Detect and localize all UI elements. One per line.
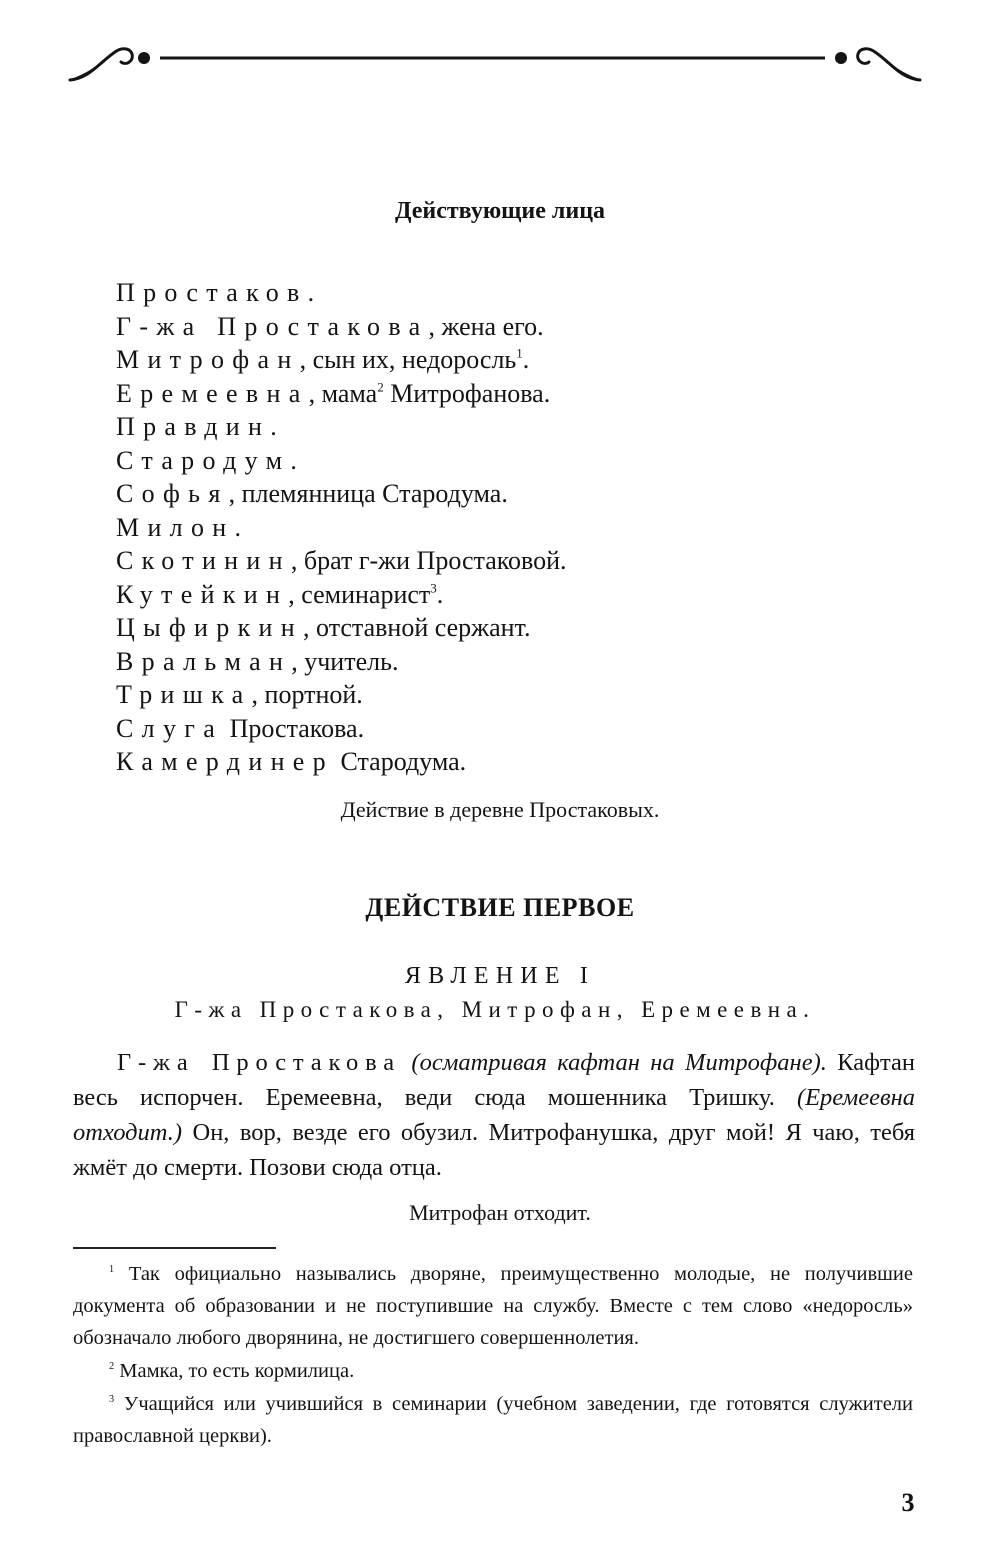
stage-direction: Митрофан отходит. (409, 1200, 591, 1225)
cast-desc: , брат г-жи Простаковой. (290, 546, 567, 575)
scene-cast: Г-жа Простакова, Митрофан, Еремеевна. (174, 997, 816, 1022)
cast-tail: . (522, 345, 530, 374)
cast-desc: . (290, 445, 297, 475)
header-ornament (60, 32, 930, 92)
speech-paragraph (73, 1045, 915, 1185)
cast-desc: Простакова. (223, 713, 365, 743)
cast-desc: . (270, 412, 277, 441)
cast-desc: , племянница Стародума. (228, 479, 508, 508)
cast-name: Слуга (116, 713, 224, 743)
cast-name: Вральман (116, 646, 292, 676)
speech-text: Он, вор, везде его обузил. Митрофанушка, друг мой! Я чаю, тебя жмёт до смерти. Позови сюда отца. (73, 1119, 915, 1181)
cast-name: Простаков (116, 278, 308, 307)
footnote-text: Учащийся или учившийся в семинарии (учебном заведении, где готовятся служители православной церкви). (73, 1393, 913, 1447)
cast-item (116, 377, 567, 411)
cast-desc: Стародума. (334, 747, 467, 776)
setting-note: Действие в деревне Простаковых. (340, 797, 660, 822)
cast-desc: , портной. (251, 680, 363, 709)
cast-name: Г-жа Простакова (116, 311, 429, 341)
stage-direction-inline: (Еремеевна отходит.) (73, 1084, 915, 1146)
cast-heading: Действующие лица (394, 198, 606, 224)
cast-item (116, 511, 567, 545)
act-title: ДЕЙСТВИЕ ПЕРВОЕ (365, 893, 635, 922)
cast-desc: , семинарист (288, 579, 431, 609)
cast-desc: , отставной сержант. (303, 613, 531, 642)
footnotes (73, 1258, 913, 1453)
footnote-text: Так официально назывались дворяне, преимущественно молодые, не получившие документа об образовании и не поступившие на службу. Вместе с тем слово «недоросль» обозначало любого дворянина, не достигшего совершеннолетия. (73, 1263, 913, 1349)
cast-item (116, 578, 567, 612)
cast-item (116, 343, 567, 377)
footnote-divider (73, 1247, 276, 1249)
cast-name: Митрофан (116, 345, 300, 374)
footnote-ref: 3 (430, 580, 437, 596)
scene-title: ЯВЛЕНИЕ I (404, 963, 596, 989)
cast-name: Еремеевна (116, 378, 309, 408)
footnote (73, 1258, 913, 1354)
speech-text: Кафтан весь испорчен. Еремеевна, веди сюда мошенника Тришку. (73, 1049, 916, 1111)
footnote-mark: 3 (109, 1393, 115, 1405)
cast-name: Софья (116, 479, 229, 508)
speaker-name: Г-жа Простакова (117, 1049, 402, 1076)
page-number: 3 (901, 1488, 915, 1517)
cast-name: Цыфиркин (116, 613, 304, 642)
cast-name: Кутейкин (116, 579, 289, 609)
cast-item (116, 477, 567, 511)
cast-item (116, 310, 567, 344)
cast-item (116, 712, 567, 746)
cast-item (116, 544, 567, 578)
cast-item (116, 745, 567, 779)
footnote-mark: 2 (109, 1360, 115, 1372)
stage-direction-inline: (осматривая кафтан на Митрофане). (411, 1049, 827, 1076)
cast-desc: . (307, 278, 315, 307)
footnote (73, 1355, 913, 1387)
cast-name: Правдин (116, 412, 271, 441)
footnote-ref: 2 (377, 379, 384, 395)
cast-tail: Митрофанова. (383, 378, 551, 408)
footnote-mark: 1 (109, 1263, 115, 1275)
cast-item (116, 645, 567, 679)
cast-name: Скотинин (116, 546, 291, 575)
cast-name: Тришка (116, 680, 252, 709)
cast-item (116, 410, 567, 444)
cast-tail: . (436, 579, 444, 609)
cast-list (116, 276, 567, 779)
cast-item (116, 678, 567, 712)
footnote (73, 1388, 913, 1452)
cast-desc: , жена его. (428, 311, 544, 341)
cast-item (116, 444, 567, 478)
cast-desc: , сын их, недоросль (299, 345, 517, 374)
footnote-text: Мамка, то есть кормилица. (114, 1360, 355, 1382)
cast-name: Милон (116, 512, 235, 542)
cast-name: Камердинер (116, 747, 334, 776)
cast-item (116, 276, 567, 310)
cast-item (116, 611, 567, 645)
footnote-ref: 1 (516, 345, 523, 361)
cast-desc: , мама (308, 378, 378, 408)
cast-desc: . (234, 512, 242, 542)
cast-name: Стародум (116, 445, 291, 475)
cast-desc: , учитель. (291, 646, 399, 676)
